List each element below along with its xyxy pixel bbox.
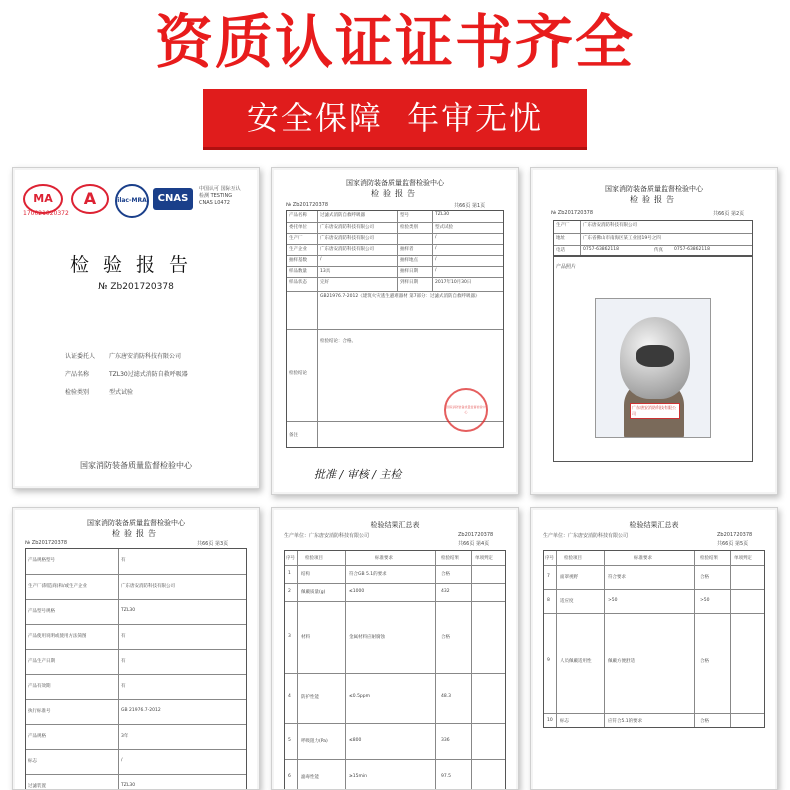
cnas-logo-icon: CNAS <box>153 188 193 210</box>
report-no: № Zb201720378 <box>551 210 594 216</box>
summary-maker: 生产单位：广东唐安消防科技有限公司 <box>543 533 629 539</box>
table-row: GB21976.7-2012《建筑火灾逃生避难器材 第7部分：过滤式消防自救呼吸器》 <box>287 291 503 329</box>
table-header: 序号 检验项目 标准要求 检验结果 单项判定 <box>286 556 493 561</box>
table-row: 产品规格 3年 <box>26 724 246 749</box>
report-page-title: 国家消防装备质量监督检验中心 <box>605 185 703 193</box>
cover-title: 检验报告 <box>69 254 202 276</box>
table-row: 标志 / <box>26 749 246 774</box>
table-row: 产品型号规格 TZL30 <box>26 599 246 624</box>
report-pages: 共66页 第4页 <box>458 541 490 547</box>
table-row: 抽样基数 / 抽样地点 / <box>287 255 503 266</box>
report-no: Zb201720378 <box>458 532 494 538</box>
photo-tag: 广东唐安消防科技有限公司 <box>630 403 680 419</box>
table-row: 检验结论 检验结论：合格。 <box>287 329 503 421</box>
table-row: 2 佩戴质量(g) ≤1000 432 <box>285 583 505 601</box>
summary-maker: 生产单位：广东唐安消防科技有限公司 <box>284 533 370 539</box>
banner <box>203 89 587 147</box>
table-row: 6 滤毒性能 ≥15min 97.5 <box>285 759 505 790</box>
photo-section-label: 产品照片 <box>556 264 577 270</box>
summary-title: 检验结果汇总表 <box>629 521 679 529</box>
table-row: 产品有效期 有 <box>26 674 246 699</box>
certificate-cover-card[interactable] <box>12 167 260 489</box>
cover-report-no: № Zb201720378 <box>98 282 174 292</box>
cma-logo-icon: MA <box>23 184 63 214</box>
report-page-title: 国家消防装备质量监督检验中心 <box>87 519 185 527</box>
product-photo-card[interactable] <box>530 167 778 495</box>
report-page-title: 国家消防装备质量监督检验中心 <box>346 179 444 187</box>
table-row: 生产企业 广东唐安消防科技有限公司 抽样者 / <box>287 244 503 255</box>
table-row: 地址 广东省佛山市南海区某工业园19号之四 <box>554 233 752 245</box>
table-row: 5 呼吸阻力(Pa) ≤800 336 <box>285 723 505 759</box>
product-info-card[interactable] <box>12 507 260 790</box>
visor-shape <box>636 345 674 367</box>
banner-left-text: 安全保障 <box>246 99 383 137</box>
report-page-subtitle: 检验报告 <box>630 195 678 204</box>
table-row: 委托单位 广东唐安消防科技有限公司 检验类别 型式试验 <box>287 222 503 233</box>
cover-field: 检验类别 型式试验 <box>65 389 134 396</box>
cover-field: 认证委托人 广东唐安消防科技有限公司 <box>65 353 182 360</box>
table-row: 样品状态 完好 到样日期 2017年10月30日 <box>287 277 503 291</box>
banner-right-text: 年审无忧 <box>407 99 544 137</box>
table-row: 生产厂 广东唐安消防科技有限公司 <box>556 223 637 228</box>
report-no: № Zb201720378 <box>286 202 329 208</box>
photo-table <box>553 220 753 256</box>
report-pages: 共66页 第5页 <box>717 541 749 547</box>
table-row: 9 人员佩戴适用性 佩戴方便舒适 合格 <box>544 613 764 713</box>
table-row: 产品名称 过滤式消防自救呼吸器 型号 TZL30 <box>289 212 450 218</box>
summary-table-card[interactable] <box>271 507 519 790</box>
cnas-logo-text: 中国认可 国际互认 检测 TESTING CNAS L0472 <box>199 186 241 206</box>
report-no: № Zb201720378 <box>25 540 68 546</box>
report-page-subtitle: 检验报告 <box>371 189 419 198</box>
report-page-card[interactable] <box>271 167 519 495</box>
table-row: 7 面罩视野 符合要求 合格 <box>544 565 764 589</box>
table-row: 4 防护性能 ≤0.5ppm 48.3 <box>285 673 505 723</box>
summary-title: 检验结果汇总表 <box>370 521 420 529</box>
table-row: 生产厂(制造商)和/或生产企业 广东唐安消防科技有限公司 <box>26 574 246 599</box>
info-table <box>25 548 247 790</box>
summary-table <box>543 550 765 728</box>
table-row: 产品规格型号 有 <box>28 558 126 563</box>
cert-code: 170021020372 <box>23 210 69 217</box>
table-header: 序号 检验项目 标准要求 检验结果 单项判定 <box>545 556 752 561</box>
table-row: 产品使用说明或使用方法简图 有 <box>26 624 246 649</box>
table-row: 执行标准号 GB 21976.7-2012 <box>26 699 246 724</box>
inspection-seal-icon: 国家消防装备质量监督检验中心 <box>444 388 488 432</box>
table-row: 3 材料 金属材料应耐腐蚀 合格 <box>285 601 505 673</box>
report-pages: 共66页 第1页 <box>454 203 486 209</box>
table-row: 电话 0757-63862118 传真 0757-63862118 <box>554 245 752 257</box>
report-pages: 共66页 第3页 <box>197 541 229 547</box>
summary-table-card[interactable] <box>530 507 778 790</box>
table-row: 10 标志 应符合5.1的要求 合格 <box>544 713 764 729</box>
cover-fields <box>65 348 188 402</box>
summary-table <box>284 550 506 790</box>
cert-logos <box>23 184 243 224</box>
cal-logo-icon: A <box>71 184 109 214</box>
table-row: 生产厂 广东唐安消防科技有限公司 / <box>287 233 503 244</box>
ilac-logo-icon: ilac-MRA <box>115 184 149 218</box>
report-page-subtitle: 检验报告 <box>112 529 160 538</box>
cover-footer: 国家消防装备质量监督检验中心 <box>80 461 192 470</box>
table-row: 过滤装置 TZL30 <box>26 774 246 790</box>
report-no: Zb201720378 <box>717 532 753 538</box>
headline: 资质认证证书齐全 <box>154 8 635 76</box>
signatures: 批准 / 审核 / 主检 <box>314 468 402 481</box>
product-photo <box>595 298 711 438</box>
table-row: 样品数量 13具 抽样日期 / <box>287 266 503 277</box>
table-row: 8 适应度 >50 >50 <box>544 589 764 613</box>
table-row: 产品生产日期 有 <box>26 649 246 674</box>
report-pages: 共66页 第2页 <box>713 211 745 217</box>
table-row: 备注 <box>287 421 503 449</box>
table-row: 1 结构 符合GB 5.1的要求 合格 <box>285 565 505 583</box>
cover-field: 产品名称 TZL30过滤式消防自救呼吸器 <box>65 371 188 378</box>
